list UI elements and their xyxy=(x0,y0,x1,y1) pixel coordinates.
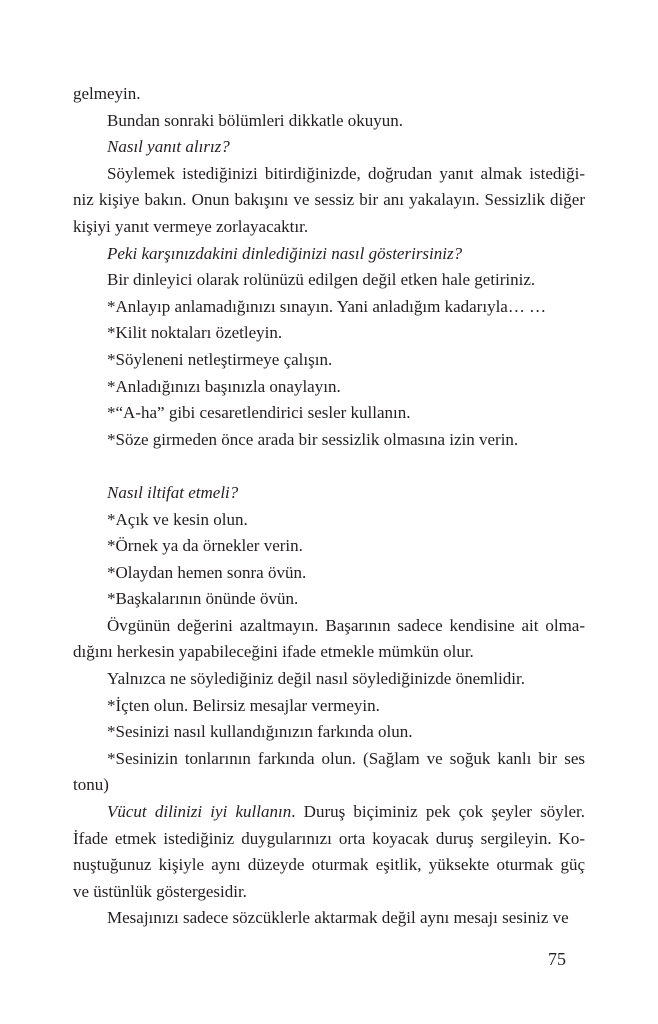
text-line: *Kilit noktaları özetleyin. xyxy=(107,323,283,343)
page-number: 75 xyxy=(548,949,566,969)
text-line: Yalnızca ne söylediğiniz değil nasıl söylediğinizde önemlidir. xyxy=(107,669,526,689)
text-line: Mesajınızı sadece sözcüklerle aktarmak değil aynı mesajı sesiniz ve xyxy=(107,908,569,928)
text-line: gelmeyin. xyxy=(73,84,141,103)
section-question-heading xyxy=(73,241,585,268)
bullet-item xyxy=(73,719,585,746)
section-question-heading xyxy=(73,480,585,507)
text-line: *Başkalarının önünde övün. xyxy=(107,589,299,609)
bullet-item xyxy=(73,320,585,347)
paragraph xyxy=(73,799,585,905)
text-line: İfade etmek istediğiniz duygularınızı orta koyacak duruş sergileyin. Ko- xyxy=(73,828,585,848)
text-line: *İçten olun. Belirsiz mesajlar vermeyin. xyxy=(107,695,380,715)
paragraph xyxy=(73,161,585,241)
page-body-text xyxy=(73,81,585,932)
paragraph xyxy=(73,905,585,932)
bullet-item xyxy=(73,586,585,613)
text-line: *Anlayıp anlamadığınızı sınayın. Yani anladığım kadarıyla… … xyxy=(107,296,547,316)
text-line: Bundan sonraki bölümleri dikkatle okuyun. xyxy=(107,110,404,130)
text-line: Bir dinleyici olarak rolünüzü edilgen değil etken hale getiriniz. xyxy=(107,270,536,290)
text-line: *Sesinizi nasıl kullandığınızın farkında olun. xyxy=(107,722,413,742)
text-line: *Söze girmeden önce arada bir sessizlik olmasına izin verin. xyxy=(107,429,519,449)
text-line: kişiyi yanıt vermeye zorlayacaktır. xyxy=(73,216,309,236)
bullet-item xyxy=(73,693,585,720)
bullet-item xyxy=(73,400,585,427)
bullet-item xyxy=(73,427,585,454)
text-line: *Açık ve kesin olun. xyxy=(107,509,248,529)
bullet-item xyxy=(73,507,585,534)
text-line: Övgünün değerini azaltmayın. Başarının sadece kendisine ait olma- xyxy=(107,615,585,635)
text-line: Nasıl iltifat etmeli? xyxy=(107,482,239,502)
text-line: dığını herkesin yapabileceğini ifade etmekle mümkün olur. xyxy=(73,642,474,662)
bullet-item xyxy=(73,294,585,321)
text-line: Peki karşınızdakini dinlediğinizi nasıl gösterirsiniz? xyxy=(107,243,463,263)
text-line: nuştuğunuz kişiyle aynı düzeyde oturmak eşitlik, yüksekte oturmak güç xyxy=(73,855,585,875)
line-text: . Duruş biçiminiz pek çok şeyler söyler. xyxy=(291,802,585,822)
text-line: Nasıl yanıt alırız? xyxy=(107,137,230,157)
text-line: *Sesinizin tonlarının farkında olun. (Sağlam ve soğuk kanlı bir ses xyxy=(107,748,585,768)
text-line: *Söyleneni netleştirmeye çalışın. xyxy=(107,349,333,369)
text-line xyxy=(73,799,585,826)
paragraph xyxy=(73,267,585,294)
bullet-item xyxy=(73,560,585,587)
paragraph xyxy=(73,613,585,666)
paragraph xyxy=(73,666,585,693)
text-line: *Örnek ya da örnekler verin. xyxy=(107,536,303,556)
text-line: *Olaydan hemen sonra övün. xyxy=(107,562,307,582)
text-line: ve üstünlük göstergesidir. xyxy=(73,881,247,901)
bullet-item xyxy=(73,374,585,401)
bullet-item xyxy=(73,533,585,560)
blank-line xyxy=(73,453,585,480)
bullet-item xyxy=(73,347,585,374)
paragraph xyxy=(73,108,585,135)
italic-lead: Vücut dilinizi iyi kullanın xyxy=(107,802,292,822)
text-line: Söylemek istediğinizi bitirdiğinizde, doğrudan yanıt almak istediği- xyxy=(107,163,585,183)
bullet-item xyxy=(73,746,585,799)
text-line: *“A-ha” gibi cesaretlendirici sesler kullanın. xyxy=(107,403,411,423)
continued-paragraph xyxy=(73,81,585,108)
text-line: tonu) xyxy=(73,775,109,795)
text-line: niz kişiye bakın. Onun bakışını ve sessiz bir anı yakalayın. Sessizlik diğer xyxy=(73,190,585,210)
section-question-heading xyxy=(73,134,585,161)
text-line: *Anladığınızı başınızla onaylayın. xyxy=(107,376,341,396)
